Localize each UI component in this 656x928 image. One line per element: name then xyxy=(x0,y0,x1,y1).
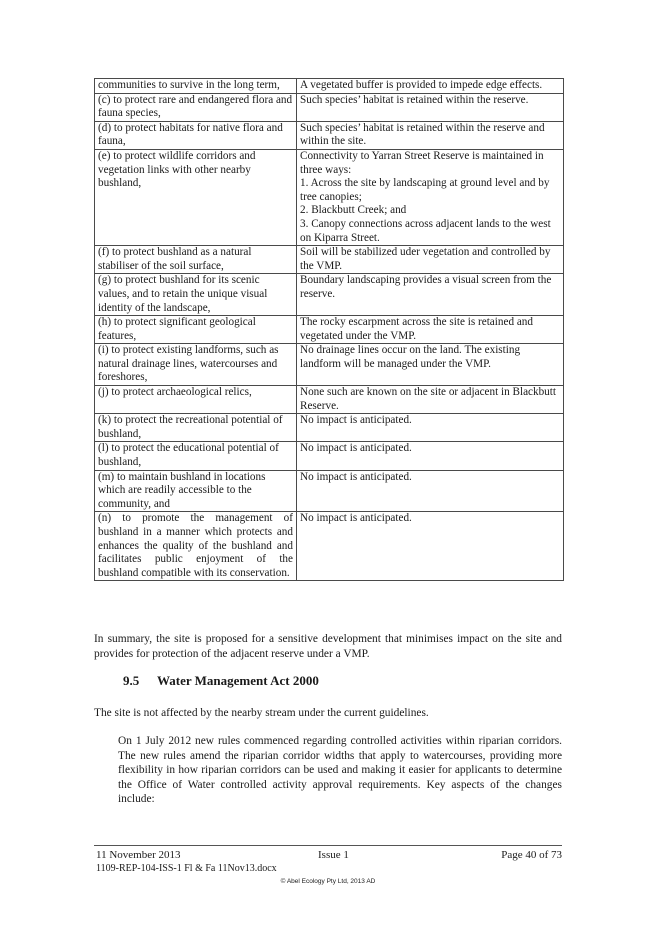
summary-paragraph: In summary, the site is proposed for a sensitive development that minimises impact on the site and provides for protection of the adjacent reserve under a VMP. xyxy=(94,633,562,660)
objective-cell: (m) to maintain bushland in locations which are readily accessible to the community, and xyxy=(95,470,297,512)
table-row xyxy=(95,246,564,274)
response-cell: None such are known on the site or adjacent in Blackbutt Reserve. xyxy=(297,386,564,414)
objective-cell: (e) to protect wildlife corridors and vegetation links with other nearby bushland, xyxy=(95,149,297,245)
footer-copyright: © Abel Ecology Pty Ltd, 2013 AD xyxy=(280,878,376,885)
table-row xyxy=(95,470,564,512)
section-title: Water Management Act 2000 xyxy=(157,673,319,688)
objective-cell: (c) to protect rare and endangered flora and fauna species, xyxy=(95,93,297,121)
objective-cell: communities to survive in the long term, xyxy=(95,79,297,94)
table-row xyxy=(95,414,564,442)
table-row xyxy=(95,316,564,344)
response-cell: Boundary landscaping provides a visual screen from the reserve. xyxy=(297,274,564,316)
table-row xyxy=(95,512,564,581)
riparian-rules-paragraph: On 1 July 2012 new rules commenced regarding controlled activities within riparian corridors. The new rules amend the riparian corridor widths that apply to watercourses, providing more flexibility in how riparian corridors can be used and making it easier for applicants to determine the Office of Water controlled activity approval requirements. Key aspects of the changes include: xyxy=(118,735,562,806)
table-row xyxy=(95,149,564,245)
table-row xyxy=(95,79,564,94)
footer-divider xyxy=(94,845,562,846)
table-row xyxy=(95,121,564,149)
water-paragraph: The site is not affected by the nearby stream under the current guidelines. xyxy=(94,707,429,719)
objective-cell: (l) to protect the educational potential of bushland, xyxy=(95,442,297,470)
footer-page-number: Page 40 of 73 xyxy=(501,849,562,861)
table-row xyxy=(95,386,564,414)
objective-cell: (d) to protect habitats for native flora and fauna, xyxy=(95,121,297,149)
response-cell: No impact is anticipated. xyxy=(297,470,564,512)
objective-cell: (h) to protect significant geological features, xyxy=(95,316,297,344)
response-cell: No impact is anticipated. xyxy=(297,512,564,581)
response-line: 2. Blackbutt Creek; and xyxy=(300,204,407,217)
objective-cell: (i) to protect existing landforms, such as natural drainage lines, watercourses and foreshores, xyxy=(95,344,297,386)
objective-cell: (k) to protect the recreational potential of bushland, xyxy=(95,414,297,442)
response-cell: Such species’ habitat is retained within the reserve and within the site. xyxy=(297,121,564,149)
response-cell: Such species’ habitat is retained within the reserve. xyxy=(297,93,564,121)
response-line: 1. Across the site by landscaping at ground level and by tree canopies; xyxy=(300,177,550,203)
response-line: 3. Canopy connections across adjacent lands to the west on Kiparra Street. xyxy=(300,217,551,244)
response-cell: No drainage lines occur on the land. The existing landform will be managed under the VMP. xyxy=(297,344,564,386)
table-row xyxy=(95,274,564,316)
response-cell: No impact is anticipated. xyxy=(297,442,564,470)
response-cell: No impact is anticipated. xyxy=(297,414,564,442)
table-row xyxy=(95,344,564,386)
section-heading xyxy=(123,673,319,689)
section-number: 9.5 xyxy=(123,673,140,688)
response-cell: A vegetated buffer is provided to impede edge effects. xyxy=(297,79,564,94)
objective-cell: (j) to protect archaeological relics, xyxy=(95,386,297,414)
response-cell xyxy=(297,149,564,245)
footer-issue: Issue 1 xyxy=(318,849,349,861)
response-line: Connectivity to Yarran Street Reserve is maintained in three ways: xyxy=(300,149,544,176)
footer-filename: 1109-REP-104-ISS-1 Fl & Fa 11Nov13.docx xyxy=(96,863,277,874)
bushland-objectives-table xyxy=(94,78,564,581)
response-cell: The rocky escarpment across the site is retained and vegetated under the VMP. xyxy=(297,316,564,344)
objective-cell: (g) to protect bushland for its scenic values, and to retain the unique visual identity of the landscape, xyxy=(95,274,297,316)
objective-cell: (f) to protect bushland as a natural stabiliser of the soil surface, xyxy=(95,246,297,274)
footer-date: 11 November 2013 xyxy=(96,849,181,861)
objective-cell: (n) to promote the management of bushland in a manner which protects and enhances the quality of the bushland and facilitates public enjoyment of the bushland compatible with its conservation. xyxy=(95,512,297,581)
response-cell: Soil will be stabilized uder vegetation and controlled by the VMP. xyxy=(297,246,564,274)
table-row xyxy=(95,442,564,470)
table-row xyxy=(95,93,564,121)
